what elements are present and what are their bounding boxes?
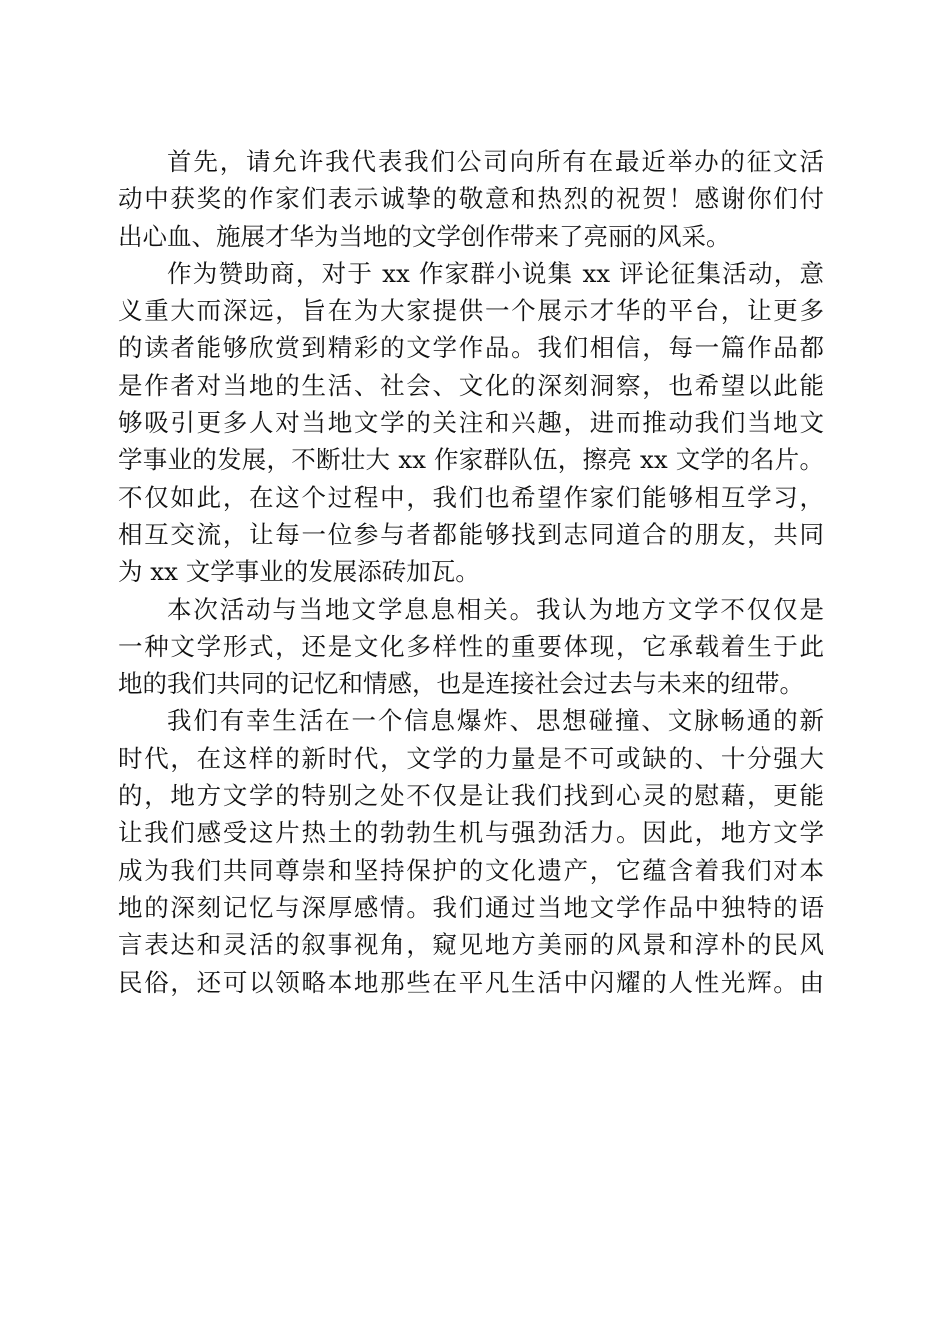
paragraph-line: 我们有幸生活在一个信息爆炸、思想碰撞、文脉畅通的新 <box>167 706 824 736</box>
paragraph-line: 相互交流，让每一位参与者都能够找到志同道合的朋友，共同 <box>118 519 824 549</box>
paragraph-line: 言表达和灵活的叙事视角，窥见地方美丽的风景和淳朴的民风 <box>118 930 824 960</box>
paragraph-line: 学事业的发展，不断壮大 xx 作家群队伍，擦亮 xx 文学的名片。 <box>118 445 824 475</box>
paragraph-line: 动中获奖的作家们表示诚挚的敬意和热烈的祝贺！感谢你们付 <box>118 184 824 214</box>
paragraph-line: 是作者对当地的生活、社会、文化的深刻洞察，也希望以此能 <box>118 370 824 400</box>
paragraph-line: 本次活动与当地文学息息相关。我认为地方文学不仅仅是 <box>167 594 824 624</box>
paragraph-line: 首先，请允许我代表我们公司向所有在最近举办的征文活 <box>167 147 824 176</box>
paragraph-line: 义重大而深远，旨在为大家提供一个展示才华的平台，让更多 <box>118 296 824 326</box>
paragraph-line: 让我们感受这片热土的勃勃生机与强劲活力。因此，地方文学 <box>118 818 824 848</box>
document-body <box>118 143 824 1001</box>
paragraph-line: 民俗，还可以领略本地那些在平凡生活中闪耀的人性光辉。由 <box>118 967 824 997</box>
paragraph-line: 为 xx 文学事业的发展添砖加瓦。 <box>118 557 480 587</box>
paragraph-1 <box>118 143 824 255</box>
paragraph-line: 时代，在这样的新时代，文学的力量是不可或缺的、十分强大 <box>118 743 824 773</box>
paragraph-line: 地的深刻记忆与深厚感情。我们通过当地文学作品中独特的语 <box>118 892 824 922</box>
paragraph-2 <box>118 255 824 591</box>
paragraph-line: 地的我们共同的记忆和情感，也是连接社会过去与未来的纽带。 <box>118 669 804 699</box>
paragraph-line: 出心血、施展才华为当地的文学创作带来了亮丽的风采。 <box>118 221 731 251</box>
paragraph-4 <box>118 702 824 1000</box>
paragraph-line: 的读者能够欣赏到精彩的文学作品。我们相信，每一篇作品都 <box>118 333 824 363</box>
paragraph-line: 够吸引更多人对当地文学的关注和兴趣，进而推动我们当地文 <box>118 408 824 438</box>
paragraph-line: 的，地方文学的特别之处不仅是让我们找到心灵的慰藉，更能 <box>118 781 824 811</box>
paragraph-line: 一种文学形式，还是文化多样性的重要体现，它承载着生于此 <box>118 631 824 661</box>
paragraph-3 <box>118 591 824 703</box>
paragraph-line: 不仅如此，在这个过程中，我们也希望作家们能够相互学习， <box>118 482 824 512</box>
paragraph-line: 成为我们共同尊崇和坚持保护的文化遗产，它蕴含着我们对本 <box>118 855 824 885</box>
paragraph-line: 作为赞助商，对于 xx 作家群小说集 xx 评论征集活动，意 <box>167 258 824 288</box>
